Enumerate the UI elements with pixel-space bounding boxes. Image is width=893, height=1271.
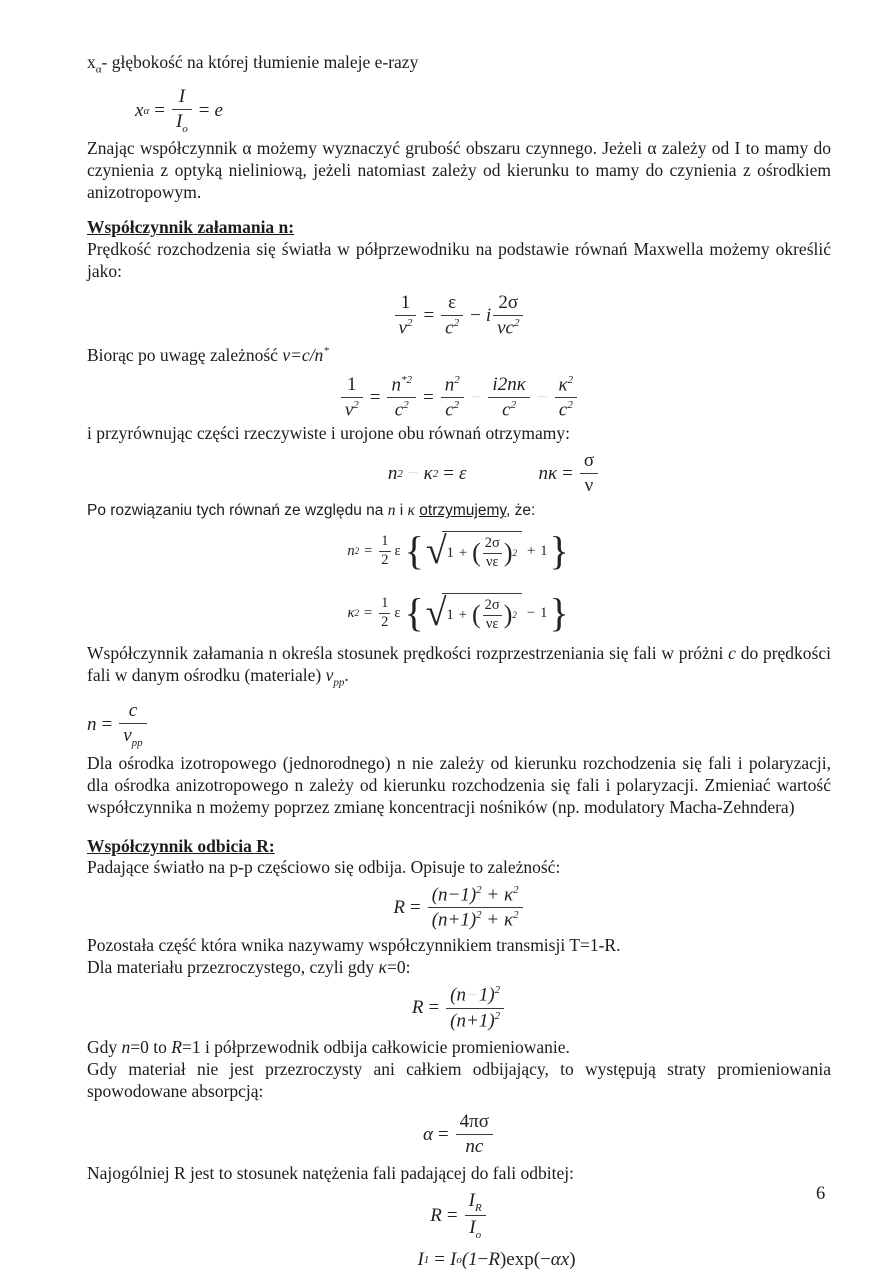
var: I: [175, 111, 183, 133]
fraction-denominator: nc: [465, 1136, 484, 1158]
line-text: Dla materiału przezroczystego, czyli gdy: [87, 956, 379, 977]
minus-sign-faded: −: [470, 386, 482, 408]
var-sub: 1: [423, 1253, 430, 1266]
minus-sign-faded: −: [466, 984, 479, 1006]
formula-reflection-transparent: [87, 984, 831, 1032]
exponent: 2: [353, 398, 359, 411]
formula-kappa-squared: [87, 590, 831, 636]
fraction-denominator: [441, 398, 464, 421]
fraction-denominator: [446, 1009, 504, 1032]
fraction-numerator: [555, 374, 578, 398]
term-x: x: [87, 52, 96, 72]
exponent: *2: [400, 373, 412, 386]
equals-sign: =: [364, 542, 373, 559]
equals-sign: =: [428, 997, 440, 1019]
exponent: 2: [494, 1009, 501, 1022]
var: κ: [423, 462, 433, 484]
expr-text: )exp(: [499, 1248, 541, 1270]
var: n: [391, 374, 401, 396]
fraction: [555, 374, 578, 422]
var: I: [450, 1248, 457, 1270]
exponent: 2: [397, 467, 403, 480]
fraction-numerator: I: [172, 86, 192, 110]
var: c: [558, 399, 568, 421]
equals-sign: =: [446, 1204, 458, 1226]
var: n: [347, 542, 355, 559]
exponent: 2: [567, 399, 573, 412]
section-heading-refraction: Współczynnik załamania n:: [87, 217, 295, 238]
exponent: 2: [512, 610, 517, 621]
fraction-denominator: [395, 316, 417, 339]
term-definition-line: [87, 52, 831, 81]
var: νc: [497, 317, 514, 339]
exponent: 2: [513, 909, 519, 922]
fraction: [488, 374, 529, 421]
var: I: [468, 1190, 475, 1212]
paragraph-absorption: Gdy materiał nie jest przezroczysty ani całkiem odbijający, to występują straty promieniowania spowodowane absorpcją:: [87, 1058, 831, 1101]
exponent: 2: [453, 316, 460, 329]
fraction: [341, 374, 363, 421]
var: R: [488, 1248, 500, 1270]
number: 1: [540, 542, 548, 559]
fraction-denominator: ν: [584, 475, 594, 497]
fraction-denominator: [341, 398, 363, 421]
formula-n-equals: [87, 700, 831, 749]
fraction: [580, 450, 598, 497]
fraction-denominator: 2: [381, 552, 389, 569]
var: R: [430, 1204, 442, 1226]
equals-sign: =: [423, 304, 435, 326]
exponent: 2: [494, 984, 501, 997]
formula-maxwell-speed: [87, 292, 831, 339]
radical-body: [442, 531, 522, 571]
equals-sign: =: [443, 462, 454, 484]
var: (n−1): [431, 884, 477, 906]
var: c: [728, 643, 736, 664]
var: v: [123, 725, 132, 747]
number: 1: [540, 604, 548, 621]
fraction: [387, 374, 416, 422]
formula-reflection-full: [87, 884, 831, 932]
fraction-numerator: [428, 884, 523, 908]
fraction: [379, 595, 390, 631]
fraction-numerator: [441, 374, 464, 398]
line-v-equals-c-over-n: [87, 341, 831, 367]
var: x: [135, 99, 144, 121]
var: κ: [378, 956, 387, 977]
fraction-denominator: [119, 724, 146, 749]
fraction-numerator: [465, 1190, 486, 1216]
fraction-denominator: [441, 316, 463, 339]
exponent: 2: [453, 399, 460, 412]
left-paren: (: [471, 600, 481, 630]
fraction: [379, 533, 390, 569]
fraction-numerator: [446, 984, 504, 1008]
formula-r-ratio: [87, 1190, 831, 1241]
fraction: [493, 292, 523, 339]
minus-sign: −: [540, 1248, 551, 1270]
term-definition-text: - głębokość na której tłumienie maleje e-razy: [101, 52, 419, 72]
fraction-numerator: 1: [379, 533, 390, 552]
formula-n-squared: [87, 528, 831, 574]
exponent: 2: [432, 467, 439, 480]
fraction: [172, 86, 192, 135]
fraction: [395, 292, 417, 339]
fraction-denominator: [172, 110, 192, 135]
equals-sign: =: [562, 462, 573, 484]
var: κ: [558, 374, 568, 396]
exponent: 2: [476, 909, 482, 922]
minus-sign: −: [470, 304, 481, 326]
fraction-numerator: 2σ: [483, 535, 502, 554]
equals-sign: =: [154, 99, 165, 121]
line-transmission: Pozostała część która wnika nazywamy współczynnikiem transmisji T=1-R.: [87, 934, 621, 955]
var-sub: o: [475, 1228, 482, 1241]
var-sub: α: [143, 104, 150, 117]
var: αx: [550, 1248, 570, 1270]
page-number: 6: [816, 1184, 826, 1204]
right-brace: }: [549, 590, 569, 636]
exponent: 2: [513, 884, 519, 897]
line-text: , że:: [505, 502, 536, 520]
var: (n: [450, 984, 466, 1006]
exponent: 2: [354, 546, 360, 557]
exponent: 2: [454, 373, 460, 386]
plus-sign: +: [458, 606, 467, 623]
var: 1): [478, 984, 495, 1006]
line-equate-parts: i przyrównując części rzeczywiste i urojone obu równań otrzymamy:: [87, 423, 571, 444]
paragraph-n-definition: [87, 643, 831, 694]
exponent: 2: [403, 399, 409, 412]
number: 1: [446, 606, 454, 623]
var: c: [445, 399, 454, 421]
var: α: [422, 1123, 433, 1145]
var: n: [87, 713, 97, 735]
var-sub: o: [456, 1253, 462, 1266]
equals-sign: =: [101, 713, 113, 735]
fraction: [483, 535, 502, 571]
var: v: [344, 399, 354, 421]
paragraph-alpha-coefficient: Znając współczynnik α możemy wyznaczyć grubość obszaru czynnego. Jeżeli α zależy od I to mamy do czynienia z optyką nieliniową, jeżeli natomiast zależy od kierunku to mamy do czynienia z ośrodkiem anizotropowym.: [87, 138, 831, 202]
fraction-denominator: [465, 1216, 486, 1241]
line-text: =0:: [386, 956, 411, 977]
fraction-denominator: [428, 908, 523, 931]
fraction-numerator: σ: [580, 450, 598, 474]
var-sub: pp: [333, 676, 345, 689]
left-paren: (: [472, 538, 481, 568]
fraction-numerator: 1: [395, 292, 417, 316]
fraction: [428, 884, 523, 932]
line-text: Biorąc po uwagę zależność: [87, 345, 283, 366]
fraction-denominator: [387, 398, 416, 421]
var: R: [171, 1037, 182, 1058]
fraction-denominator: 2: [381, 614, 389, 631]
var: R: [393, 896, 405, 918]
exponent: *: [323, 345, 329, 358]
var: (n+1): [431, 909, 477, 931]
var: κ: [347, 604, 355, 621]
var-sub: o: [182, 123, 188, 136]
line-text: do prędkości fali w danym ośrodku (materiale): [87, 643, 831, 686]
exponent: 2: [354, 608, 359, 619]
var: n: [387, 502, 396, 520]
fraction-denominator: νε: [485, 554, 499, 571]
var: n: [387, 462, 398, 484]
line-text: .: [344, 665, 349, 686]
fraction: [441, 292, 463, 339]
equals-sign: =: [363, 604, 373, 621]
expr-text: (1: [461, 1248, 478, 1270]
line-text: Po rozwiązaniu tych równań ze względu na: [87, 502, 388, 520]
fraction-numerator: 2σ: [483, 597, 502, 616]
imaginary-unit: i: [485, 304, 492, 326]
right-brace: }: [549, 528, 569, 574]
left-brace: {: [404, 590, 424, 636]
var: ε: [458, 462, 467, 484]
inline-formula: v=c/n: [282, 345, 324, 366]
var: I: [417, 1248, 424, 1270]
right-paren: ): [503, 600, 513, 630]
var: (n+1): [450, 1010, 495, 1032]
equals-sign: =: [437, 1123, 449, 1145]
section-heading-reflection: Współczynnik odbicia R:: [87, 835, 275, 856]
line-solve: [87, 500, 831, 521]
var: v: [398, 317, 407, 339]
paragraph-isotropic: Dla ośrodka izotropowego (jednorodnego) n nie zależy od kierunku rozchodzenia się fali i polaryzacji, dla ośrodka anizotropowego n zależy od kierunku rozchodzenia się fali i polaryzacji. Zmieniać wartość współczynnika n możemy poprzez zmianę koncentracji nośników (np. modulatory Macha-Zehndera): [87, 753, 831, 817]
minus-sign-faded: −: [536, 386, 548, 408]
line-general-r: Najogólniej R jest to stosunek natężenia fali padającej do fali odbitej:: [87, 1163, 574, 1184]
square-root: [426, 593, 522, 633]
line-total-reflection: [87, 1037, 831, 1059]
equals-sign: =: [409, 896, 421, 918]
radical-body: [442, 593, 522, 633]
operator: +: [527, 542, 536, 559]
fraction-denominator: νε: [485, 616, 499, 633]
line-text: Gdy: [87, 1037, 122, 1058]
paragraph-maxwell: Prędkość rozchodzenia się światła w półprzewodniku na podstawie równań Maxwella możemy określić jako:: [87, 239, 831, 282]
var-sub: R: [474, 1202, 482, 1215]
exponent: 2: [567, 373, 574, 386]
radical-sign: √: [425, 592, 447, 635]
var: R: [411, 997, 424, 1019]
number: 1: [446, 544, 454, 561]
fraction-numerator: [387, 374, 416, 398]
fraction-denominator: [488, 398, 529, 421]
var: I: [469, 1217, 476, 1239]
var: c: [394, 399, 404, 421]
fraction-numerator: ε: [441, 292, 463, 316]
radical-sign: √: [425, 530, 447, 573]
line-text: i: [395, 502, 408, 520]
var: e: [214, 99, 223, 121]
exponent: 2: [512, 548, 518, 559]
fraction: [441, 374, 464, 422]
fraction: [446, 984, 504, 1032]
var: κ: [407, 502, 415, 520]
left-brace: {: [404, 528, 424, 574]
square-root: [426, 531, 522, 571]
fraction: [119, 700, 146, 749]
exponent: 2: [406, 316, 413, 329]
fraction: [483, 597, 502, 633]
var: n: [121, 1037, 131, 1058]
var: nκ: [538, 462, 558, 484]
line-text: =0 to: [130, 1037, 172, 1058]
term-x-subscript: α: [95, 63, 102, 76]
expr-text: ): [569, 1248, 576, 1270]
fraction: [465, 1190, 486, 1241]
var: c: [445, 317, 454, 339]
var: n: [444, 374, 455, 396]
var: + κ: [486, 909, 514, 931]
exponent: 2: [476, 884, 482, 897]
formula-intensity: [87, 1249, 831, 1271]
fraction-numerator: i2nκ: [488, 374, 529, 398]
paragraph-reflection-intro: Padające światło na p-p częściowo się odbija. Opisuje to zależność:: [87, 857, 561, 878]
fraction: [456, 1111, 493, 1158]
fraction-denominator: [493, 316, 523, 339]
fraction-numerator: 4πσ: [456, 1111, 493, 1135]
operator: −: [526, 604, 536, 621]
formula-absorption: [87, 1111, 831, 1158]
plus-sign: +: [458, 544, 468, 561]
fraction-numerator: 2σ: [493, 292, 523, 316]
fraction-numerator: 1: [341, 374, 363, 398]
underlined-word: otrzymujemy: [419, 502, 506, 520]
minus-sign: −: [477, 1248, 489, 1270]
line-transparent: [87, 957, 831, 979]
line-text: Współczynnik załamania n określa stosunek prędkości rozprzestrzeniania się fali w próżni: [87, 643, 729, 664]
fraction-numerator: 1: [379, 595, 390, 614]
formula-real-imaginary: [87, 450, 831, 497]
fraction-numerator: c: [119, 700, 146, 724]
var: ε: [394, 542, 401, 559]
equals-sign: =: [369, 386, 381, 408]
var: + κ: [486, 884, 514, 906]
minus-sign-faded: −: [407, 462, 419, 484]
exponent: 2: [510, 398, 517, 411]
equals-sign: =: [422, 386, 434, 408]
right-paren: ): [503, 538, 513, 568]
var-sub: pp: [131, 737, 143, 750]
equals-sign: =: [434, 1248, 445, 1270]
exponent: 2: [513, 316, 520, 329]
formula-complex-index: [87, 374, 831, 422]
var: v: [325, 665, 334, 686]
formula-x-alpha: [135, 86, 831, 135]
fraction-denominator: [555, 398, 578, 421]
equals-sign: =: [198, 99, 210, 121]
line-text: =1 i półprzewodnik odbija całkowicie promieniowanie.: [181, 1037, 570, 1058]
var: c: [502, 399, 511, 421]
var: ε: [394, 604, 401, 621]
